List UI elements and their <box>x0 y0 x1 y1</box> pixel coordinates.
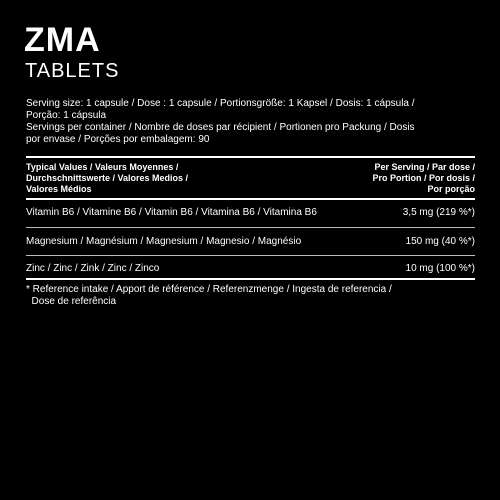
header-line: Typical Values / Valeurs Moyennes / <box>26 162 179 172</box>
serving-info-line: Serving size: 1 capsule / Dose : 1 capsule / Portionsgröße: 1 Kapsel / Dosis: 1 cápsula / <box>26 98 415 109</box>
table-header-rule <box>26 198 475 200</box>
product-title: ZMA <box>24 21 101 59</box>
nutrient-name: Magnesium / Magnésium / Magnesium / Magnesio / Magnésio <box>26 236 302 247</box>
nutrient-value: 150 mg (40 %*) <box>405 236 475 247</box>
serving-info-line: Servings per container / Nombre de doses par récipient / Portionen pro Packung / Dosis <box>26 122 415 133</box>
header-line: Durchschnittswerte / Valores Medios / <box>26 173 189 183</box>
table-header-per-serving <box>372 162 475 195</box>
header-line: Valores Médios <box>26 184 92 194</box>
table-header-typical-values <box>26 162 188 195</box>
header-line: Per Serving / Par dose / <box>374 162 475 172</box>
nutrient-name: Vitamin B6 / Vitamine B6 / Vitamin B6 / Vitamina B6 / Vitamina B6 <box>26 207 317 218</box>
nutrient-value: 3,5 mg (219 %*) <box>402 207 475 218</box>
footnote-line: * Reference intake / Apport de référence / Referenzmenge / Ingesta de referencia / <box>26 284 392 295</box>
row-divider <box>26 255 475 256</box>
serving-info <box>26 98 476 146</box>
table-top-rule <box>26 156 475 158</box>
table-bottom-rule <box>26 278 475 280</box>
footnote-line: Dose de referência <box>26 296 117 307</box>
header-line: Pro Portion / Por dosis / <box>372 173 475 183</box>
product-subtitle: TABLETS <box>25 60 120 82</box>
reference-intake-footnote <box>26 284 392 308</box>
row-divider <box>26 227 475 228</box>
nutrient-name: Zinc / Zinc / Zink / Zinc / Zinco <box>26 263 160 274</box>
serving-info-line: por envase / Porções por embalagem: 90 <box>26 134 210 145</box>
nutrient-value: 10 mg (100 %*) <box>405 263 475 274</box>
header-line: Por porção <box>427 184 475 194</box>
serving-info-line: Porção: 1 cápsula <box>26 110 107 121</box>
